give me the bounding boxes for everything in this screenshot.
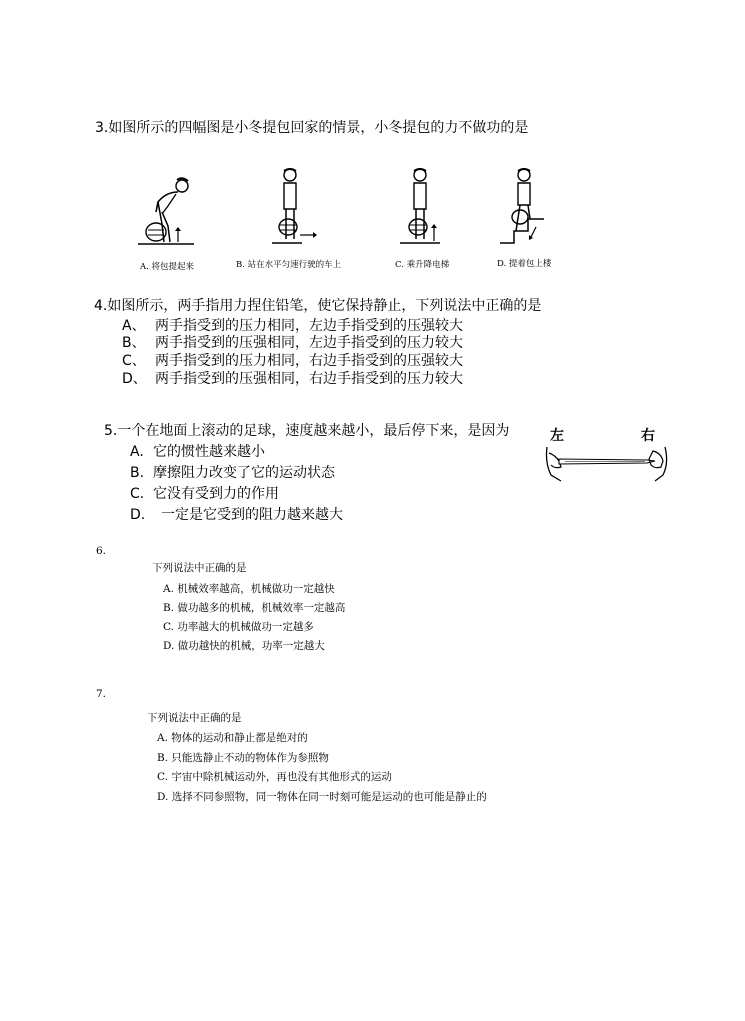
q5-option-c [130,483,279,503]
q4-option-text: 两手指受到的压强相同，右边手指受到的压力较大 [155,371,463,387]
q4-option-label: D、 [122,371,147,387]
q4-option-text: 两手指受到的压力相同，右边手指受到的压强较大 [155,353,463,369]
q3-figure-a-illustration [138,172,198,250]
q3-caption-c: C. 乘升降电梯 [395,260,450,270]
q5-option-a [130,441,265,461]
q6-option-b [163,600,345,615]
q6-option-text: 做功越多的机械，机械效率一定越高 [177,602,346,614]
q4-figure-label-left: 左 [550,428,564,444]
q5-option-text: 一定是它受到的阻力越来越大 [161,507,343,523]
q4-stem: 4.如图所示，两手指用力捏住铅笔，使它保持静止，下列说法中正确的是 [94,298,542,314]
q7-option-label: B. [157,752,169,764]
q4-option-b [122,332,463,352]
q7-option-text: 只能选静止不动的物体作为参照物 [171,752,329,764]
q5-option-text: 它的惯性越来越小 [153,444,265,460]
q7-stem: 下列说法中正确的是 [147,712,242,724]
q3-caption-a: A. 将包提起来 [140,262,195,272]
q7-option-text: 宇宙中除机械运动外，再也没有其他形式的运动 [171,771,392,783]
q6-option-c [163,619,314,634]
q4-option-text: 两手指受到的压力相同，左边手指受到的压强较大 [155,318,463,334]
q6-number: 6. [96,545,107,557]
q5-option-label: D. [130,507,146,523]
q5-stem: 5.一个在地面上滚动的足球，速度越来越小，最后停下来，是因为 [104,423,510,439]
q5-option-label: C. [130,486,145,502]
q7-number: 7. [96,688,107,700]
q4-figure-label-right: 右 [641,428,655,444]
q5-option-label: A. [130,444,144,460]
q7-option-c [157,769,392,784]
q7-option-label: A. [157,732,168,744]
q3-figure-c-illustration [400,165,450,247]
q4-option-label: A、 [122,318,146,334]
q7-option-a [157,730,308,745]
q7-option-b [157,750,329,765]
q7-option-label: C. [157,771,168,783]
q4-option-d [122,368,463,388]
q7-option-d [157,789,487,804]
q6-option-label: B. [163,602,175,614]
q3-figure-d-illustration [500,165,550,247]
q5-option-b [130,462,335,482]
q5-option-text: 它没有受到力的作用 [153,486,279,502]
q4-option-c [122,350,463,370]
q6-option-label: A. [163,583,174,595]
q6-option-a [163,581,335,596]
q3-stem: 3.如图所示的四幅图是小冬提包回家的情景，小冬提包的力不做功的是 [95,120,529,136]
q6-option-text: 做功越快的机械，功率一定越大 [177,640,325,652]
q4-pencil-figure [545,445,670,483]
q7-option-text: 物体的运动和静止都是绝对的 [171,732,308,744]
q7-option-text: 选择不同参照物，同一物体在同一时刻可能是运动的也可能是静止的 [171,791,487,803]
q5-option-text: 摩擦阻力改变了它的运动状态 [153,465,335,481]
q6-option-label: C. [163,621,174,633]
q4-option-text: 两手指受到的压强相同，左边手指受到的压力较大 [155,335,463,351]
q3-caption-b: B. 站在水平匀速行驶的车上 [236,260,342,270]
q3-caption-d: D. 提着包上楼 [497,259,552,269]
q5-option-d [130,504,343,524]
q4-option-label: B、 [122,335,146,351]
q3-figure-b-illustration [272,165,320,247]
q6-option-label: D. [163,640,175,652]
q6-option-d [163,638,325,653]
q5-option-label: B. [130,465,145,481]
q6-option-text: 功率越大的机械做功一定越多 [177,621,314,633]
q6-option-text: 机械效率越高，机械做功一定越快 [177,583,335,595]
q7-option-label: D. [157,791,169,803]
q6-stem: 下列说法中正确的是 [152,562,247,574]
q4-option-label: C、 [122,353,146,369]
